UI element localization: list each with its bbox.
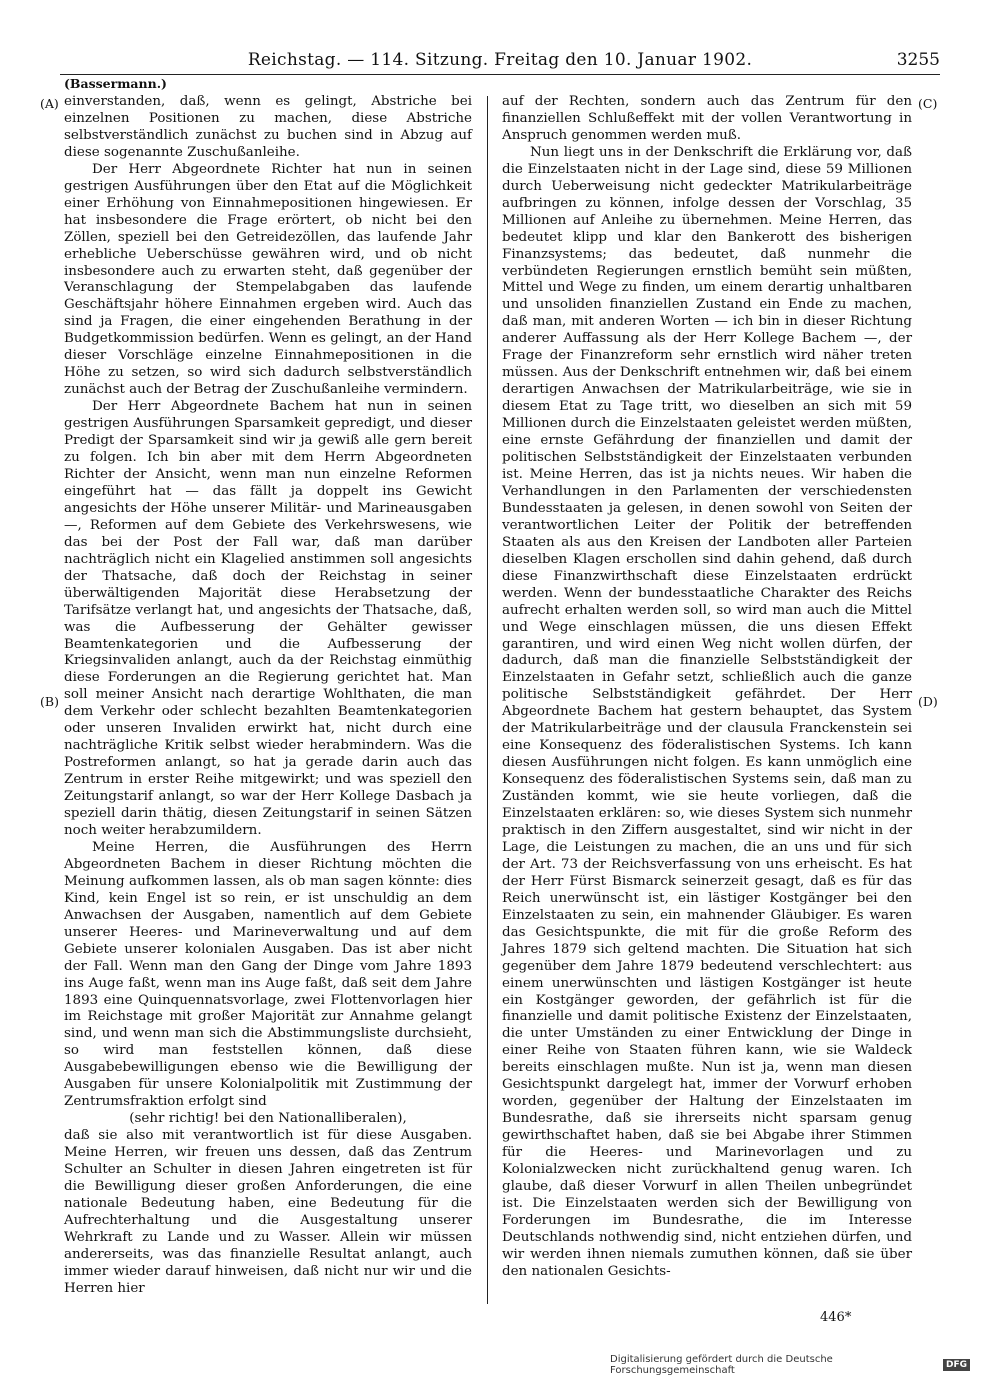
footer [610,1356,970,1374]
margin-mark-a: (A) [40,96,59,111]
paragraph: Der Herr Abgeordnete Richter hat nun in seinen gestrigen Ausführungen über den Etat auf die Möglichkeit einer Erhöhung von Einnahmepositionen hingewiesen. Er hat insbesondere die Frage erörtert, ob nicht bei den Zöllen, speziell bei den Getreidezöllen, das laufende Jahr erhebliche Ueberschüsse gewähren wird, und ob nicht insbesondere auch zu erwarten steht, daß gegenüber der Veranschlagung der Stempelabgaben das laufende Geschäftsjahr höhere Einnahmen ergeben wird. Auch das sind ja Fragen, die einer eingehenden Berathung in der Budgetkommission bedürfen. Wenn es gelingt, an der Hand dieser Vorschläge einzelne Einnahmepositionen in die Höhe zu setzen, so wird sich dadurch selbstverständlich zunächst auch der Betrag der Zuschußanleihe vermindern. [64,161,472,398]
paragraph: einverstanden, daß, wenn es gelingt, Abstriche bei einzelnen Positionen zu machen, diese Abstriche selbstverständlich zunächst zu buchen sind in Abzug auf diese sogenannte Zuschußanleihe. [64,94,472,160]
margin-mark-d: (D) [918,694,938,709]
left-column [64,94,472,1298]
paragraph: daß sie also mit verantwortlich ist für diese Ausgaben. Meine Herren, wir freuen uns dessen, daß das Zentrum Schulter an Schulter in diesen Jahren eingetreten ist für die Bewilligung dieser großen Anforderungen, die eine nationale Bedeutung haben, eine Bedeutung für die Aufrechterhaltung und die Ausgestaltung unserer Wehrkraft zu Lande und zu Wasser. Allein wir müssen andererseits, was das finanzielle Resultat anlangt, auch immer wieder darauf hinweisen, daß nicht nur wir und die Herren hier [64,1128,472,1296]
margin-mark-c: (C) [918,96,938,111]
paragraph: Meine Herren, die Ausführungen des Herrn Abgeordneten Bachem in dieser Richtung möchten die Meinung aufkommen lassen, als ob man sagen könnte: dies Kind, kein Engel ist so rein, er ist unschuldig an dem Anwachsen der Ausgaben, namentlich auf dem Gebiete unserer Heeres- und Marineverwaltung und auf dem Gebiete unserer kolonialen Ausgaben. Das ist aber nicht der Fall. Wenn man den Gang der Dinge vom Jahre 1893 ins Auge faßt, wenn man ins Auge faßt, daß seit dem Jahre 1893 eine Quinquennatsvorlage, zwei Flottenvorlagen hier im Reichstage mit großer Majorität zur Annahme gelangt sind, und wenn man sich die Abstimmungsliste durchsieht, so wird man feststellen können, daß diese Ausgabebewilligungen ebenso wie die Bewilligung der Ausgaben für unsere Kolonialpolitik mit Zustimmung der Zentrumsfraktion erfolgt sind [64,839,472,1110]
header-title: Reichstag. — 114. Sitzung. Freitag den 10. Januar 1902. [247,50,753,70]
column-divider [487,96,488,1304]
dfg-logo-icon: DFG [943,1359,970,1371]
speaker-name: (Bassermann.) [64,76,167,91]
page-number: 3255 [896,50,940,70]
paragraph: Nun liegt uns in der Denkschrift die Erklärung vor, daß die Einzelstaaten nicht in der Lage sind, diese 59 Millionen durch Ueberweisung nicht gedeckter Matrikularbeiträge aufbringen zu können, infolge dessen der Vorschlag, 35 Millionen auf Anleihe zu übernehmen. Meine Herren, das bedeutet klipp und klar den Bankerott des bisherigen Finanzsystems; das bedeutet, daß nunmehr die verbündeten Regierungen ernstlich bemüht sein müßten, Mittel und Wege zu finden, um einem derartig unhaltbaren und unsoliden finanziellen Zustand ein Ende zu machen, daß man, mit anderen Worten — ich bin in dieser Richtung anderer Auffassung als der Herr Kollege Bachem —, der Frage der Finanzreform sehr ernstlich wird näher treten müssen. Aus der Denkschrift entnehmen wir, daß bei einem derartigen Anwachsen der Matrikularbeiträge, wie sie in diesem Etat zu Tage tritt, wo dieselben an sich mit 59 Millionen durch die Einzelstaaten geleistet werden müßten, eine ernste Gefährdung der finanziellen und damit der politischen Selbstständigkeit der Einzelstaaten verbunden ist. Meine Herren, das ist ja nichts neues. Wir haben die Verhandlungen in den Parlamenten der verschiedensten Bundesstaaten ja gelesen, in denen sowohl von Seiten der verantwortlichen Leiter der Politik der betreffenden Staaten als aus den Kreisen der Landboten aller Parteien dieselben Klagen erschollen sind dahin gehend, daß durch diese Finanzwirthschaft diese Einzelstaaten erdrückt werden. Wenn der bundesstaatliche Charakter des Reichs aufrecht erhalten werden soll, so wird man auch die Mittel und Wege einschlagen müssen, die uns diesen Effekt garantiren, und wird einen Weg nicht wollen dürfen, der dadurch, daß man die finanzielle Selbstständigkeit der Einzelstaaten in Gefahr setzt, schließlich auch die ganze politische Selbstständigkeit gefährdet. Der Herr Abgeordnete Bachem hat gestern behauptet, das System der Matrikularbeiträge und der clausula Franckenstein sei eine Konsequenz des föderalistischen Systems. Ich kann diesen Ausführungen nicht folgen. Es kann unmöglich eine Konsequenz des föderalistischen Systems sein, daß man zu Zuständen kommt, wie sie heute vorliegen, daß die Einzelstaaten erklären: so, wie dieses System sich nunmehr praktisch in den Ziffern ausgestaltet, sind wir nicht in der Lage, die Leistungen zu machen, die an uns und für sich der Art. 73 der Reichsverfassung von uns erheischt. Es hat der Herr Fürst Bismarck seinerzeit gesagt, daß es für das Reich unerwünscht ist, ein lästiger Kostgänger bei den Einzelstaaten zu sein, ein mahnender Gläubiger. Es waren das Gesichtspunkte, die mit für die große Reform des Jahres 1879 sich geltend machten. Die Situation hat sich gegenüber dem Jahre 1879 bedeutend verschlechtert: aus einem unerwünschten und lästigen Kostgänger ist heute ein Kostgänger geworden, der gefährlich ist für die finanzielle und damit politische Existenz der Einzelstaaten, die unter Umständen zu einer Entwicklung der Dinge in einer Reihe von Staaten führen kann, wie sie Waldeck bereits einschlagen mußte. Nun ist ja, wenn man diesen Gesichtspunkt dargelegt hat, immer der Vorwurf erhoben worden, gegenüber der Haltung der Einzelstaaten im Bundesrathe, daß sie ihrerseits nicht sparsam genug gewirthschaftet haben, daß sie bei Abgabe ihrer Stimmen für die Heeres- und Marinevorlagen und zu Kolonialzwecken nicht zurückhaltend genug waren. Ich glaube, daß dieser Vorwurf in allen Theilen unbegründet ist. Die Einzelstaaten werden sich der Bewilligung von Forderungen im Bundesrathe, die im Interesse Deutschlands nothwendig sind, nicht entziehen dürfen, und wir werden ihnen niemals zumuthen können, daß sie über den nationalen Gesichts- [502,144,912,1279]
right-column [502,94,912,1281]
interjection: (sehr richtig! bei den Nationalliberalen), [129,1111,407,1127]
paragraph: auf der Rechten, sondern auch das Zentrum für den finanziellen Schlußeffekt mit der vollen Verantwortung in Anspruch genommen werden muß. [502,94,912,143]
footer-text: Digitalisierung gefördert durch die Deutsche Forschungsgemeinschaft [610,1354,833,1376]
signature-mark: 446* [820,1310,852,1325]
page-header [60,50,940,75]
margin-mark-b: (B) [40,694,59,709]
paragraph: Der Herr Abgeordnete Bachem hat nun in seinen gestrigen Ausführungen Sparsamkeit gepredigt, und dieser Predigt der Sparsamkeit sind wir ja gewiß alle gern bereit zu folgen. Ich bin aber mit dem Herrn Abgeordneten Richter der Ansicht, wenn man nun einzelne Reformen eingeführt hat — das fällt ja doppelt ins Gewicht angesichts der Höhe unserer Militär- und Marineausgaben —, Reformen auf dem Gebiete des Verkehrswesens, wie das bei der Post der Fall war, daß man darüber nachträglich nicht ein Klagelied anstimmen soll angesichts der Thatsache, daß doch der Reichstag in seiner überwältigenden Majorität diese Herabsetzung der Tarifsätze verlangt hat, und angesichts der Thatsache, daß, was die Aufbesserung der Gehälter gewisser Beamtenkategorien und die Aufbesserung der Kriegsinvaliden anlangt, auch da der Reichstag einmüthig diese Forderungen an die Regierung gerichtet hat. Man soll meiner Ansicht nach derartige Wohlthaten, die man dem Verkehr oder schlecht bezahlten Beamtenkategorien oder unseren Invaliden erwirkt hat, nicht durch eine nachträgliche Kritik selbst wieder herabmindern. Was die Postreformen anlangt, so hat ja gerade darin auch das Zentrum in erster Reihe mitgewirkt; und was speziell den Zeitungstarif anlangt, so war der Herr Kollege Dasbach ja speziell darin thätig, diesen Zeitungstarif in seinen Sätzen noch weiter herabzumildern. [64,399,472,838]
